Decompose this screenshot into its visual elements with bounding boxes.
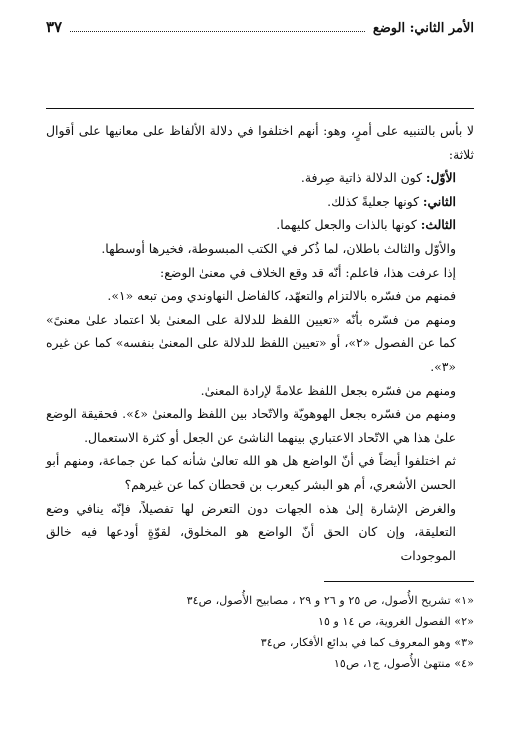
paragraph-5: والأوّل والثالث باطلان، لما ذُكر في الكتب المبسوطة، فخيرها أوسطها. (101, 240, 456, 256)
header-title: الأمر الثاني: الوضع (372, 21, 474, 36)
paragraph-6: إذا عرفت هذا، فاعلم: أنّه قد وقع الخلاف في معنىٰ الوضع: (160, 264, 456, 280)
paragraph-2 (46, 166, 474, 190)
main-text (46, 119, 474, 567)
paragraph-11: ثم اختلفوا أيضاً في أنّ الواضع هل هو الله تعالىٰ شأنه كما عن جماعة، ومنهم أبو الحسن الأشعري، أم هو البشر كيعرب بن قحطان كما عن غيرهم؟ (46, 453, 456, 492)
header-dotted-leader (70, 21, 365, 32)
paragraph-8: ومنهم من فسّره بأنّه «تعيين اللفظ للدلالة على المعنىٰ بلا اعتماد علىٰ معنىً» كما عن الفصول «٢»، أو «تعيين اللفظ للدلالة على المعنىٰ بنفسه» كما عن غيره «٣». (46, 311, 456, 374)
term-second: الثاني: (422, 193, 456, 209)
term-third-text: كونها بالذات والجعل كليهما. (276, 217, 421, 233)
paragraph-9: ومنهم من فسّره بجعل اللفظ علامةً لإرادة المعنىٰ. (200, 382, 456, 398)
paragraph-7: فمنهم من فسّره بالالتزام والتعهّد، كالفاضل النهاوندي ومن تبعه «١». (107, 288, 456, 304)
term-first: الأوّل: (425, 170, 456, 186)
footnote-4: «٤» منتهىٰ الأُصول، ج١، ص١٥ (333, 657, 474, 671)
paragraph-3 (46, 190, 474, 214)
term-first-text: كون الدلالة ذاتية صِرفة. (300, 170, 426, 186)
term-third: الثالث: (420, 217, 456, 233)
running-header (46, 18, 474, 44)
footnote-rule (324, 581, 474, 582)
term-second-text: كونها جعليةً كذلك. (327, 193, 423, 209)
paragraph-4 (46, 213, 474, 237)
footnote-3: «٣» وهو المعروف كما في بدائع الأفكار، ص٣٤ (260, 636, 474, 650)
footnotes (46, 590, 474, 674)
header-rule (46, 108, 474, 109)
footnote-2: «٢» الفصول الغروية، ص ١٤ و ١٥ (317, 615, 474, 629)
paragraph-1: لا بأس بالتنبيه على أمرٍ، وهو: أنهم اختلفوا في دلالة الألفاظ على معانيها على أقوال ثلاثة: (46, 123, 474, 162)
paragraph-12: والغرض الإشارة إلىٰ هذه الجهات دون التعرض لها تفصيلاً، فإنّه ينافي وضع التعليقة، وإن كان الحق أنّ الواضع هو المخلوق، لقوّةٍ أودعها فيه خالق الموجودات (46, 500, 456, 563)
paragraph-10: ومنهم من فسّره بجعل الهوهويّة والاتّحاد بين اللفظ والمعنىٰ «٤». فحقيقة الوضع علىٰ هذا هي الاتّحاد الاعتباري بينهما الناشئ عن الجعل أو كثرة الاستعمال. (46, 406, 456, 445)
footnote-1: «١» تشريح الأُصول، ص ٢٥ و ٢٦ و ٢٩ ، مصابيح الأُصول، ص٣٤ (186, 594, 474, 608)
page-number: ٣٧ (46, 18, 63, 36)
